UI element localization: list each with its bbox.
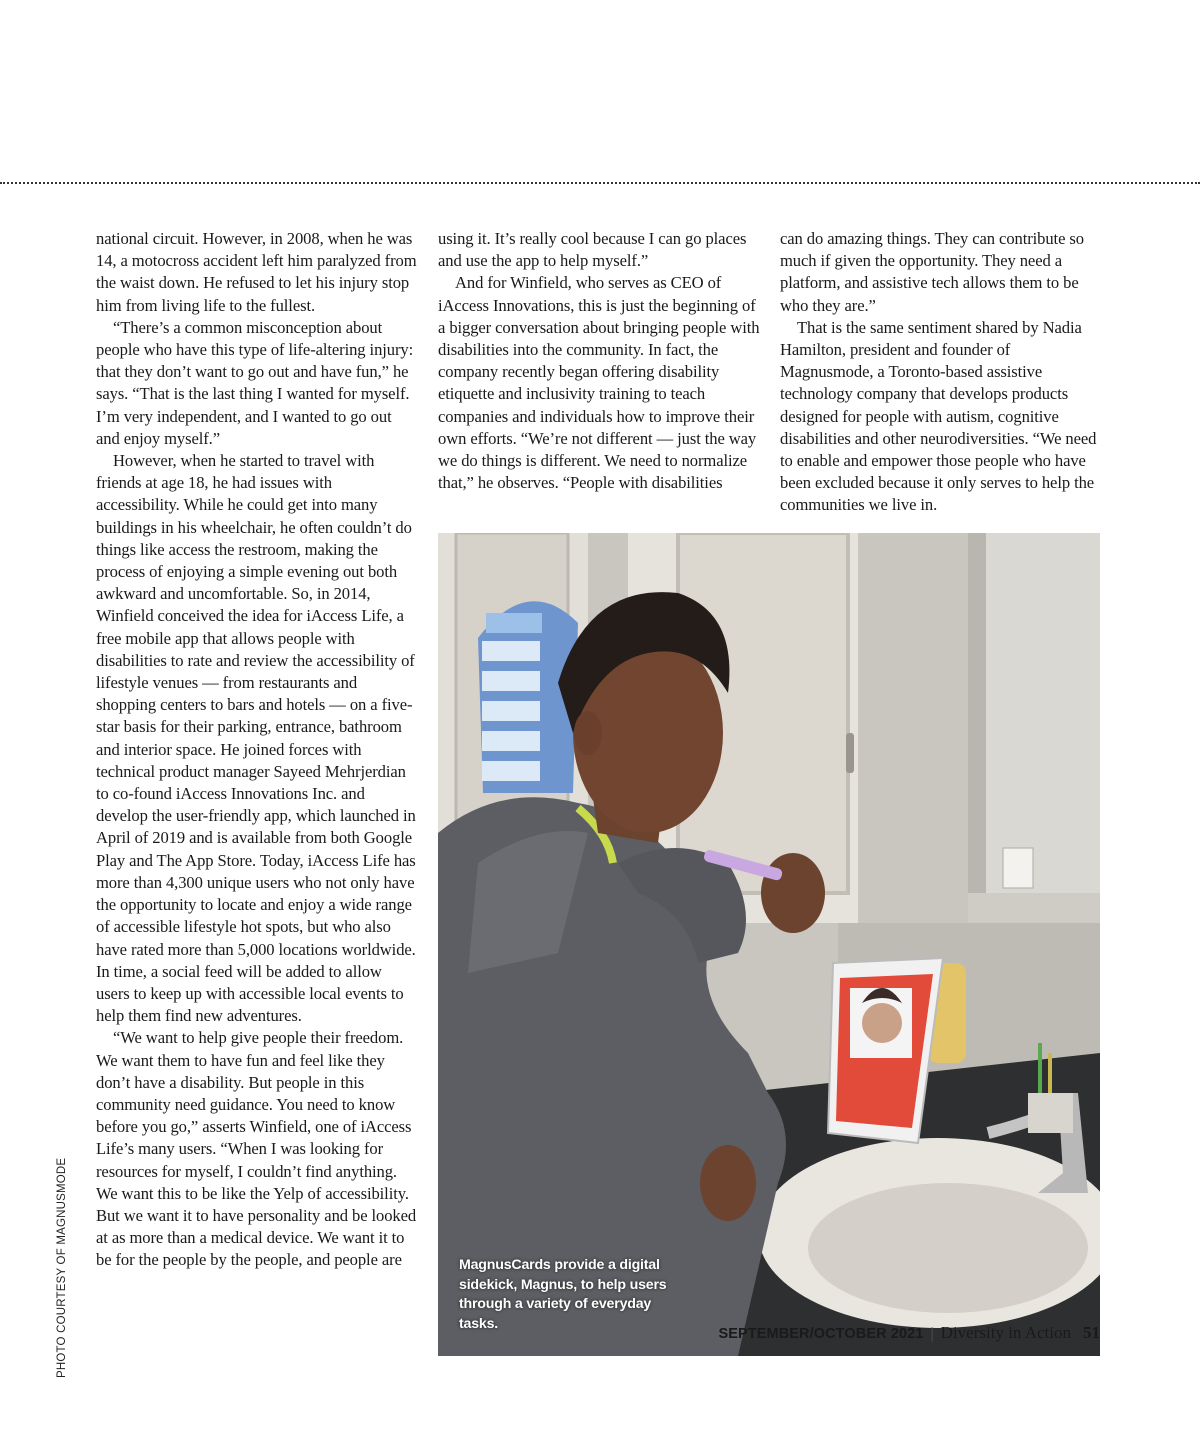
article-column-2 [438,228,760,494]
photo-credit: PHOTO COURTESY OF MAGNUSMODE [56,1157,68,1378]
footer-separator: | [930,1325,934,1342]
paragraph: using it. It’s really cool because I can go places and use the app to help myself.” [438,229,747,271]
magazine-name: Diversity in Action [940,1323,1071,1342]
paragraph: national circuit. However, in 2008, when he was 14, a motocross accident left him paralyzed from the waist down. He refused to let his injury stop him from living life to the fullest. [96,229,417,315]
paragraph: That is the same sentiment shared by Nadia Hamilton, president and founder of Magnusmode, a Toronto-based assistive technology company that develops products designed for people with autism, cognitive disabilities and other neurodiversities. “We need to enable and empower those people who have been excluded because it only serves to help the communities we live in. [780,317,1097,515]
page-footer [718,1323,1100,1343]
article-photo [438,533,1100,1356]
paragraph: “There’s a common misconception about people who have this type of life-altering injury: that they don’t want to go out and have fun,” he says. “That is the last thing I wanted for myself. I’m very independent, and I wanted to go out and enjoy myself.” [96,317,414,448]
issue-date: SEPTEMBER/OCTOBER 2021 [718,1326,924,1342]
paragraph: However, when he started to travel with friends at age 18, he had issues with accessibility. While he could get into many buildings in his wheelchair, he often couldn’t do things like access the restroom, making the process of enjoying a simple evening out both awkward and uncomfortable. So, in 2014, Winfield conceived the idea for iAccess Life, a free mobile app that allows people with disabilities to rate and review the accessibility of lifestyle venues — from restaurants and shopping centers to bars and hotels — on a five-star basis for their parking, entrance, bathroom and interior space. He joined forces with technical product manager Sayeed Mehrjerdian to co-found iAccess Innovations Inc. and develop the user-friendly app, which launched in April of 2019 and is available from both Google Play and The App Store. Today, iAccess Life has more than 4,300 unique users who not only have the opportunity to locate and enjoy a wide range of accessible lifestyle hot spots, but who also have rated more than 5,000 locations worldwide. In time, a social feed will be added to allow users to keep up with accessible local events to help them find new adventures. [96,451,416,1026]
photo-caption: MagnusCards provide a digital sidekick, Magnus, to help users through a variety of everyday tasks. [459,1257,667,1332]
article-column-3 [780,228,1102,517]
photo-illustration [438,533,1100,1356]
paragraph: And for Winfield, who serves as CEO of iAccess Innovations, this is just the beginning of a bigger conversation about bringing people with disabilities into the community. In fact, the company recently began offering disability etiquette and inclusivity training to teach companies and individuals how to improve their own efforts. “We’re not different — just the way we do things is different. We need to normalize that,” he observes. “People with disabilities [438,273,760,493]
page-number: 51 [1083,1323,1100,1342]
paragraph: can do amazing things. They can contribute so much if given the opportunity. They need a platform, and assistive tech allows them to be who they are.” [780,229,1084,315]
paragraph: “We want to help give people their freedom. We want them to have fun and feel like they don’t have a disability. But people in this community need guidance. You need to know before you go,” asserts Winfield, one of iAccess Life’s many users. “When I was looking for resources for myself, I couldn’t find anything. We want this to be like the Yelp of accessibility. But we want it to have personality and be looked at as more than a medical device. We want it to be for the people by the people, and people are [96,1028,417,1270]
article-column-1 [96,228,418,1272]
top-dotted-rule [0,182,1200,184]
